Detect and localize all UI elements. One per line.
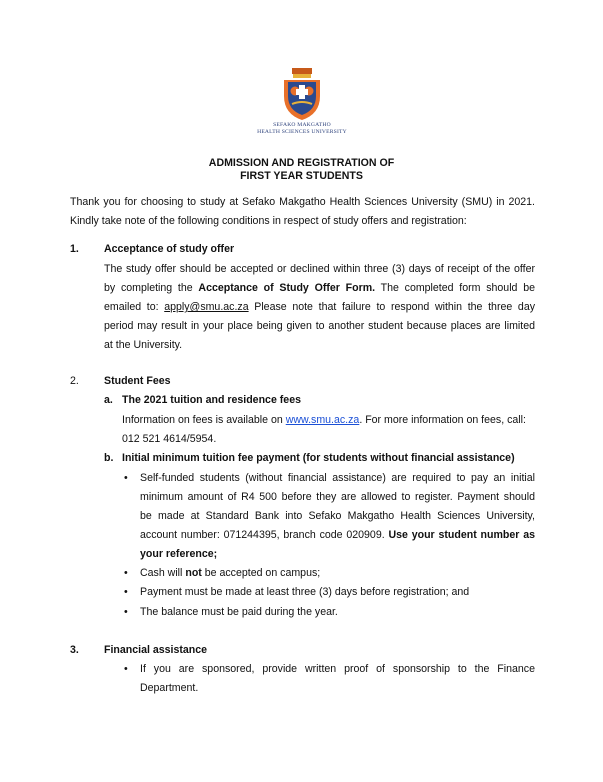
- section2b-bullet1-line3: be made at Standard Bank into Sefako Makgatho Health Sciences University,: [140, 510, 535, 522]
- bullet-icon: •: [124, 606, 128, 618]
- section1-heading: Acceptance of study offer: [104, 243, 235, 255]
- section2b-label: b.: [104, 452, 114, 464]
- intro-line2: Kindly take note of the following conditions in respect of study offers and registration:: [70, 215, 467, 227]
- section2a-line1: Information on fees is available on www.smu.ac.za. For more information on fees, call:: [122, 414, 526, 426]
- website-link[interactable]: www.smu.ac.za: [285, 414, 360, 426]
- logo-text-line1: SEFAKO MAKGATHO: [273, 122, 331, 128]
- bullet-icon: •: [124, 567, 128, 579]
- section3-bullet1-line1: If you are sponsored, provide written proof of sponsorship to the Finance: [140, 663, 535, 675]
- section3-bullet1-line2: Department.: [140, 682, 199, 694]
- section1-line5: at the University.: [104, 339, 183, 351]
- section1-line4: period may result in your place being given to another student because places are limited: [104, 320, 535, 332]
- bullet-icon: •: [124, 663, 128, 675]
- section1-line3: emailed to: apply@smu.ac.za Please note that failure to respond within the three day: [104, 301, 536, 313]
- section3-number: 3.: [70, 644, 79, 656]
- section2a-label: a.: [104, 394, 113, 406]
- email-link[interactable]: apply@smu.ac.za: [164, 301, 249, 313]
- logo-text-line2: HEALTH SCIENCES UNIVERSITY: [257, 128, 347, 135]
- section2-heading: Student Fees: [104, 375, 171, 387]
- section2-number: 2.: [70, 375, 79, 387]
- section1-line1: The study offer should be accepted or declined within three (3) days of receipt of the offer: [104, 263, 535, 275]
- section2b-bullet1-line1: Self-funded students (without financial assistance) are required to pay an initial: [140, 472, 535, 484]
- section1-line2: by completing the Acceptance of Study Offer Form. The completed form should be: [104, 282, 535, 294]
- section1-number: 1.: [70, 243, 79, 255]
- section2b-heading: Initial minimum tuition fee payment (for students without financial assistance): [122, 452, 515, 464]
- section2b-bullet3: Payment must be made at least three (3) days before registration; and: [140, 586, 470, 598]
- bullet-icon: •: [124, 586, 128, 598]
- bullet-icon: •: [124, 472, 128, 484]
- section2a-heading: The 2021 tuition and residence fees: [122, 394, 301, 406]
- section2b-bullet4: The balance must be paid during the year.: [140, 606, 338, 618]
- university-logo: [250, 68, 354, 140]
- crest-icon: [280, 68, 324, 122]
- section2b-bullet2: Cash will not be accepted on campus;: [140, 567, 321, 579]
- section2b-bullet1-line2: minimum amount of R4 500 before they are allowed to register. Payment should: [140, 491, 535, 503]
- section2a-line2: 012 521 4614/5954.: [122, 433, 217, 445]
- section2b-bullet1-line4: account number: 071244395, branch code 020909. Use your student number as: [140, 529, 535, 541]
- section3-heading: Financial assistance: [104, 644, 208, 656]
- section2b-bullet1-line5: your reference;: [140, 548, 218, 560]
- page-title-line2: FIRST YEAR STUDENTS: [240, 170, 363, 182]
- page-title-line1: ADMISSION AND REGISTRATION OF: [208, 157, 395, 169]
- intro-line1: Thank you for choosing to study at Sefako Makgatho Health Sciences University (SMU) in 2021.: [70, 196, 535, 208]
